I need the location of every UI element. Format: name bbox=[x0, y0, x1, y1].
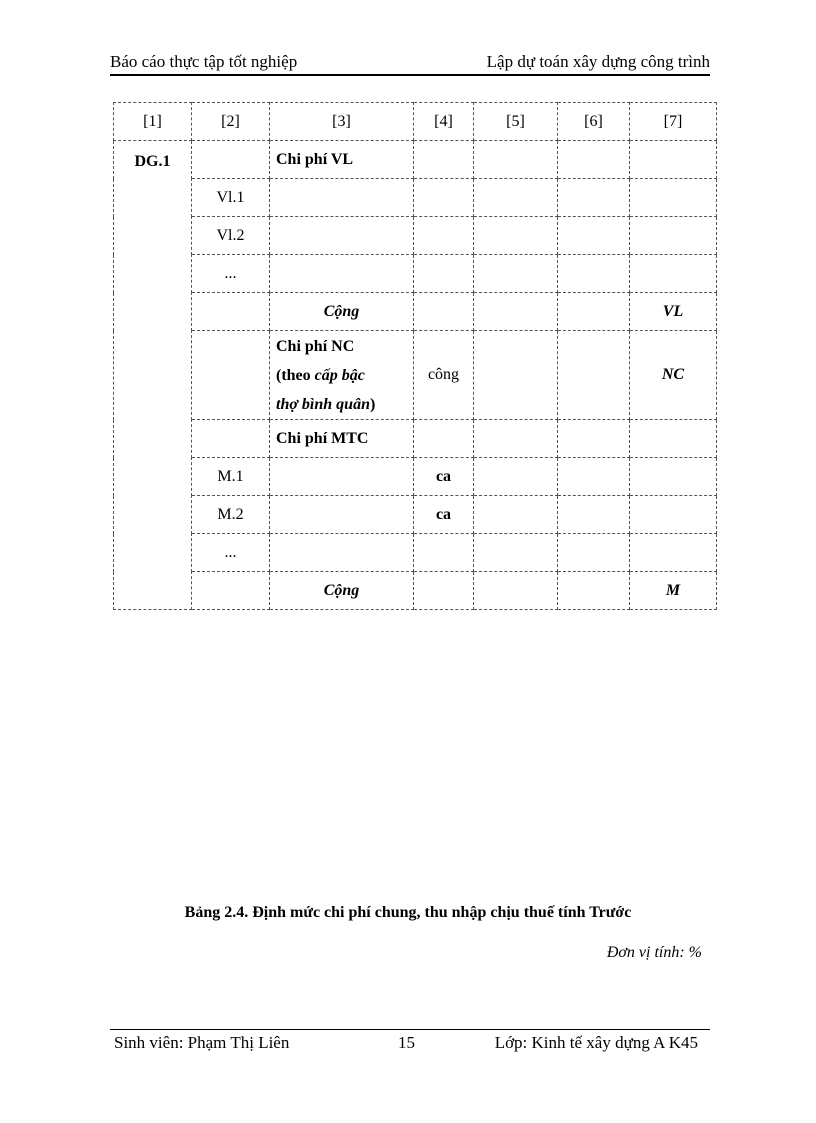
table-cell bbox=[558, 496, 630, 534]
table-row bbox=[114, 179, 717, 217]
labor-unit: công bbox=[414, 331, 474, 420]
table-cell bbox=[474, 255, 558, 293]
table-cell bbox=[474, 534, 558, 572]
table-cell bbox=[474, 572, 558, 610]
table-cell bbox=[270, 255, 414, 293]
header-rule bbox=[110, 74, 710, 76]
table-cell bbox=[414, 179, 474, 217]
material-cost-title: Chi phí VL bbox=[270, 141, 414, 179]
header-cell-7: [7] bbox=[630, 103, 717, 141]
table-cell bbox=[192, 331, 270, 420]
table-cell bbox=[474, 420, 558, 458]
table-cell bbox=[558, 458, 630, 496]
table-cell bbox=[558, 420, 630, 458]
material-code-1: Vl.1 bbox=[192, 179, 270, 217]
table-cell bbox=[414, 293, 474, 331]
table-cell bbox=[414, 217, 474, 255]
unit-note: Đơn vị tính: % bbox=[606, 944, 702, 961]
table-cell bbox=[630, 458, 717, 496]
labor-cost-line-1: Chi phí NC bbox=[276, 337, 355, 355]
table-row bbox=[114, 420, 717, 458]
table-cell bbox=[630, 255, 717, 293]
table-row bbox=[114, 534, 717, 572]
machine-cost-title: Chi phí MTC bbox=[270, 420, 414, 458]
header-cell-2: [2] bbox=[192, 103, 270, 141]
table-cell bbox=[558, 572, 630, 610]
ellipsis-cell: ... bbox=[192, 534, 270, 572]
table-cell bbox=[630, 141, 717, 179]
table-cell bbox=[414, 534, 474, 572]
material-sum-label: Cộng bbox=[270, 293, 414, 331]
table-cell bbox=[414, 572, 474, 610]
group-label-cell: DG.1 bbox=[114, 141, 192, 610]
header-cell-1: [1] bbox=[114, 103, 192, 141]
labor-value: NC bbox=[630, 331, 717, 420]
machine-sum-value: M bbox=[630, 572, 717, 610]
table-cell bbox=[192, 572, 270, 610]
table-cell bbox=[192, 420, 270, 458]
page-header bbox=[110, 52, 710, 76]
table-cell bbox=[558, 293, 630, 331]
table-cell bbox=[414, 420, 474, 458]
header-topic-title: Lập dự toán xây dựng công trình bbox=[486, 52, 710, 71]
table-cell bbox=[474, 496, 558, 534]
labor-cost-grade: cấp bậc bbox=[314, 366, 365, 384]
table-caption: Bảng 2.4. Định mức chi phí chung, thu nhập chịu thuế tính Trước bbox=[184, 904, 632, 921]
table-cell bbox=[558, 255, 630, 293]
footer-class: Lớp: Kinh tế xây dựng A K45 bbox=[494, 1033, 698, 1052]
header-cell-5: [5] bbox=[474, 103, 558, 141]
table-cell bbox=[192, 141, 270, 179]
unit-price-table bbox=[113, 102, 717, 610]
table-row bbox=[114, 458, 717, 496]
table-header-row bbox=[114, 103, 717, 141]
table-row bbox=[114, 293, 717, 331]
table-row bbox=[114, 331, 717, 420]
table-cell bbox=[630, 534, 717, 572]
table-cell bbox=[474, 217, 558, 255]
table-cell bbox=[270, 496, 414, 534]
footer-rule bbox=[110, 1029, 710, 1030]
labor-cost-prefix: (theo bbox=[276, 366, 315, 384]
table-row bbox=[114, 255, 717, 293]
table-cell bbox=[474, 458, 558, 496]
table-cell bbox=[474, 141, 558, 179]
header-cell-4: [4] bbox=[414, 103, 474, 141]
machine-unit-2: ca bbox=[414, 496, 474, 534]
table-cell bbox=[558, 217, 630, 255]
table-cell bbox=[474, 293, 558, 331]
table-cell bbox=[630, 179, 717, 217]
table-cell bbox=[270, 458, 414, 496]
table-cell bbox=[414, 141, 474, 179]
table-row bbox=[114, 141, 717, 179]
material-sum-value: VL bbox=[630, 293, 717, 331]
page-number: 15 bbox=[398, 1033, 415, 1052]
labor-cost-cell bbox=[270, 331, 414, 420]
page-footer bbox=[110, 1033, 710, 1057]
header-cell-6: [6] bbox=[558, 103, 630, 141]
table-row bbox=[114, 217, 717, 255]
table-cell bbox=[558, 179, 630, 217]
table-cell bbox=[192, 293, 270, 331]
table-row bbox=[114, 496, 717, 534]
table-cell bbox=[558, 534, 630, 572]
machine-code-2: M.2 bbox=[192, 496, 270, 534]
table-cell bbox=[414, 255, 474, 293]
material-code-2: Vl.2 bbox=[192, 217, 270, 255]
table-cell bbox=[558, 331, 630, 420]
table-cell bbox=[630, 217, 717, 255]
table-cell bbox=[630, 496, 717, 534]
header-report-title: Báo cáo thực tập tốt nghiệp bbox=[110, 52, 298, 71]
table-cell bbox=[630, 420, 717, 458]
footer-student: Sinh viên: Phạm Thị Liên bbox=[114, 1033, 290, 1052]
machine-sum-label: Cộng bbox=[270, 572, 414, 610]
table-cell bbox=[474, 179, 558, 217]
table-cell bbox=[474, 331, 558, 420]
labor-cost-line-3 bbox=[276, 390, 407, 419]
machine-unit-1: ca bbox=[414, 458, 474, 496]
labor-cost-worker: thợ bình quân bbox=[276, 395, 370, 413]
table-cell bbox=[270, 217, 414, 255]
table-cell bbox=[270, 534, 414, 572]
table-cell bbox=[270, 179, 414, 217]
header-cell-3: [3] bbox=[270, 103, 414, 141]
labor-cost-line-2 bbox=[276, 361, 407, 390]
ellipsis-cell: ... bbox=[192, 255, 270, 293]
table-row bbox=[114, 572, 717, 610]
table-cell bbox=[558, 141, 630, 179]
labor-cost-suffix: ) bbox=[369, 395, 376, 413]
machine-code-1: M.1 bbox=[192, 458, 270, 496]
